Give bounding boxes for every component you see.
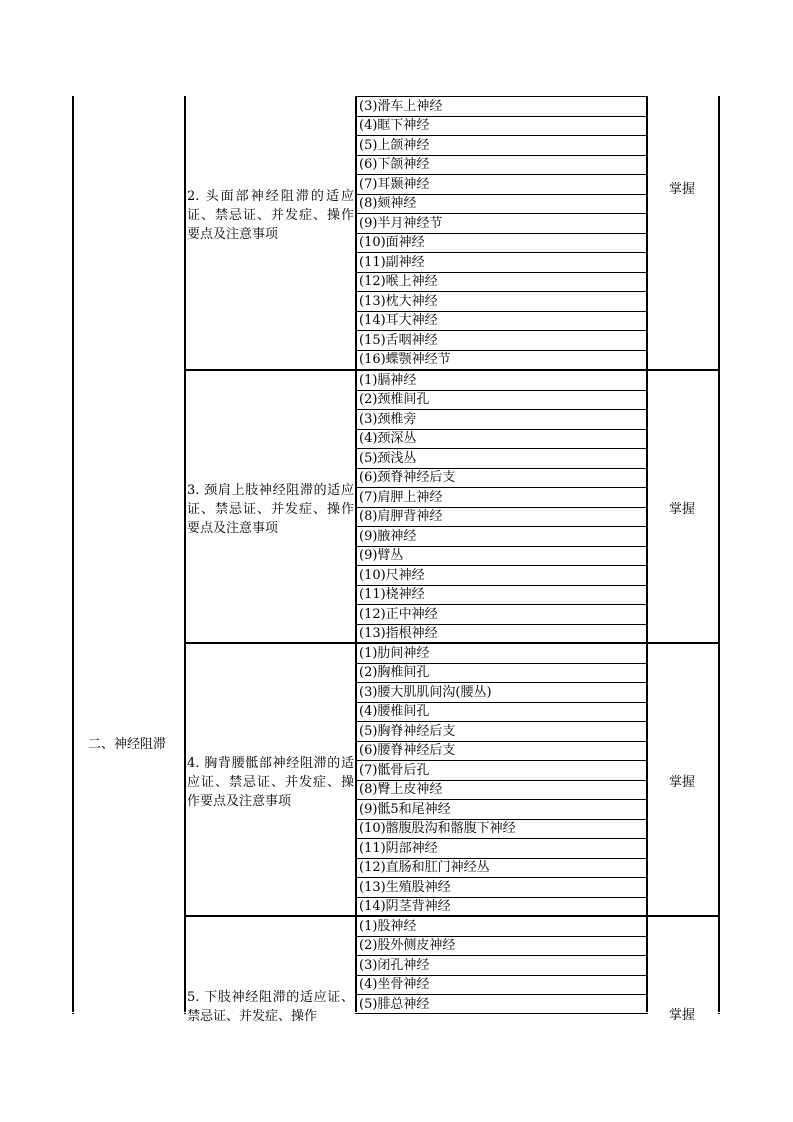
sub-item: (8)臀上皮神经 — [359, 782, 443, 797]
sub-item: (6)颈脊神经后支 — [359, 470, 456, 485]
sub-item: (2)股外侧皮神经 — [359, 938, 456, 953]
sub-item: (2)胸椎间孔 — [359, 665, 430, 680]
sub-item: (13)指根神经 — [359, 626, 438, 641]
sub-item: (5)腓总神经 — [359, 996, 430, 1012]
sub-item: (6)腰脊神经后支 — [359, 743, 456, 758]
requirement-label: 掌握 — [668, 502, 695, 517]
sub-item: (15)舌咽神经 — [359, 332, 438, 348]
sub-item: (8)肩胛背神经 — [359, 509, 443, 524]
topic-text: 4. 胸背腰骶部神经阻滞的适应证、禁忌证、并发症、操作要点及注意事项 — [187, 756, 354, 809]
category-label: 二、神经阻滞 — [88, 737, 167, 752]
sub-item: (14)耳大神经 — [359, 313, 438, 328]
sub-item: (11)阴部神经 — [359, 840, 438, 856]
topic-text: 3. 颈肩上肢神经阻滞的适应证、禁忌证、并发症、操作要点及注意事项 — [187, 483, 354, 536]
sub-item: (2)颈椎间孔 — [359, 392, 430, 407]
sub-item: (1)股神经 — [359, 918, 417, 934]
topic-text: 2. 头面部神经阻滞的适应证、禁忌证、并发症、操作要点及注意事项 — [187, 189, 354, 242]
sub-item: (14)阴茎背神经 — [359, 899, 451, 914]
sub-item: (3)颈椎旁 — [359, 411, 417, 427]
sub-item: (3)滑车上神经 — [359, 98, 443, 114]
requirement-label: 掌握 — [668, 775, 695, 790]
sub-item: (4)腰椎间孔 — [359, 704, 430, 719]
sub-item: (3)腰大肌肌间沟(腰丛) — [359, 684, 492, 700]
sub-item: (1)肋间神经 — [359, 645, 430, 661]
table-border-col1 — [184, 96, 186, 1014]
table-border-left — [72, 96, 74, 1014]
sub-row-line — [355, 1013, 648, 1014]
table-border-right — [718, 96, 720, 1014]
requirement-label: 掌握 — [668, 1008, 695, 1023]
sub-item: (6)下颌神经 — [359, 157, 430, 172]
sub-item: (1)膈神经 — [359, 372, 417, 388]
sub-item: (4)坐骨神经 — [359, 977, 430, 992]
sub-item: (9)腋神经 — [359, 528, 417, 544]
sub-item: (5)上颌神经 — [359, 137, 430, 153]
sub-item: (10)尺神经 — [359, 567, 425, 583]
sub-item: (11)副神经 — [359, 254, 425, 270]
sub-item: (7)肩胛上神经 — [359, 489, 443, 505]
sub-item: (11)桡神经 — [359, 587, 425, 602]
sub-item: (7)耳颞神经 — [359, 176, 430, 192]
sub-item: (12)直肠和肛门神经丛 — [359, 860, 490, 875]
sub-item: (8)颏神经 — [359, 196, 417, 211]
sub-item: (4)眶下神经 — [359, 118, 430, 133]
requirement-label: 掌握 — [668, 182, 695, 197]
sub-item: (16)蝶颚神经节 — [359, 352, 451, 367]
sub-item: (12)正中神经 — [359, 606, 438, 622]
sub-item: (9)骶5和尾神经 — [359, 801, 451, 817]
sub-item: (10)髂腹股沟和髂腹下神经 — [359, 821, 516, 836]
sub-item: (7)骶骨后孔 — [359, 762, 430, 778]
sub-item: (5)胸脊神经后支 — [359, 723, 456, 739]
sub-item: (10)面神经 — [359, 235, 425, 250]
sub-item: (13)枕大神经 — [359, 293, 438, 309]
topic-text: 5. 下肢神经阻滞的适应证、禁忌证、并发症、操作 — [187, 990, 354, 1024]
sub-item: (3)闭孔神经 — [359, 957, 430, 973]
sub-item: (4)颈深丛 — [359, 431, 417, 446]
sub-item: (9)半月神经节 — [359, 215, 443, 231]
sub-item: (9)臂丛 — [359, 548, 404, 563]
sub-item: (13)生殖股神经 — [359, 879, 451, 895]
sub-item: (12)喉上神经 — [359, 274, 438, 289]
sub-item: (5)颈浅丛 — [359, 450, 417, 466]
